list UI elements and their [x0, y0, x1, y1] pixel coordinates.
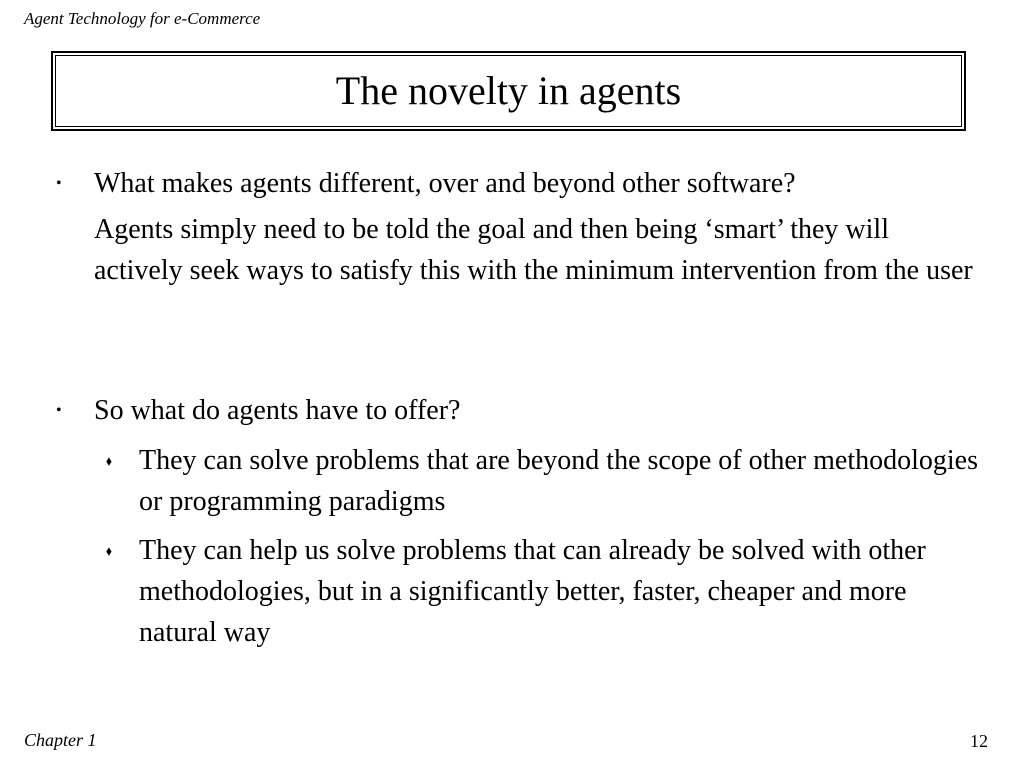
- sub-bullet-text: They can help us solve problems that can already be solved with other methodologies, but in a significantly better, faster, cheaper and more natural way: [139, 535, 926, 648]
- slide-header: Agent Technology for e-Commerce: [24, 9, 261, 28]
- slide-title: The novelty in agents: [335, 68, 682, 113]
- footer-page-number: 12: [970, 731, 988, 751]
- bullet-paragraph: Agents simply need to be told the goal and then being ‘smart’ they will actively seek ways to satisfy this with the minimum intervention from the user: [94, 214, 973, 286]
- sub-bullet-text: They can solve problems that are beyond the scope of other methodologies or programming paradigms: [139, 445, 978, 517]
- bullet-text: So what do agents have to offer?: [94, 395, 461, 426]
- bullet-icon: •: [56, 175, 62, 192]
- footer-chapter: Chapter 1: [24, 730, 97, 750]
- diamond-bullet-icon: ⬧: [106, 543, 112, 558]
- bullet-text: What makes agents different, over and beyond other software?: [94, 168, 796, 199]
- bullet-icon: •: [56, 402, 62, 419]
- diamond-bullet-icon: ⬧: [106, 453, 112, 468]
